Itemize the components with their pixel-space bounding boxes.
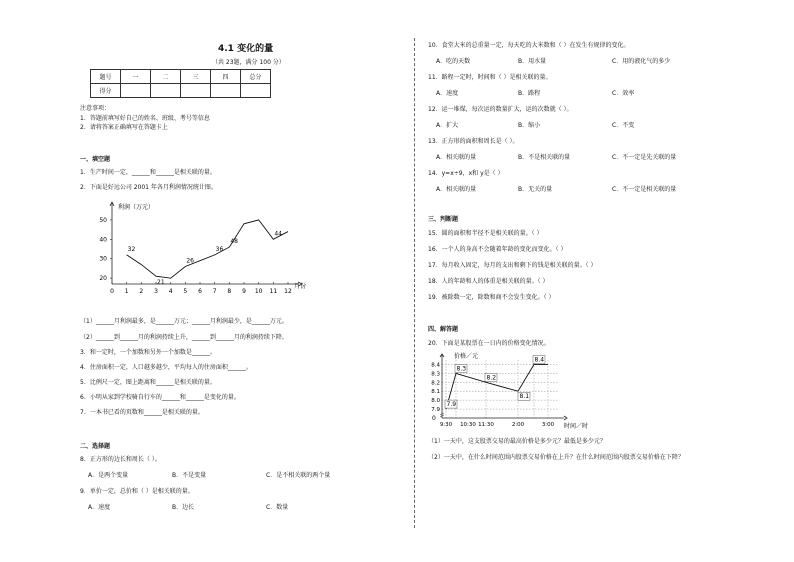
- score-row-header: [91, 70, 271, 84]
- point-label-box: [533, 355, 545, 363]
- question-19: 19．被除数一定，除数和商不会发生变化。（ ）: [428, 294, 555, 301]
- option: A．吃的天数: [436, 58, 471, 65]
- question-1: 1．生产时间一定，______和______是相关联的量。: [80, 169, 216, 176]
- option: C．不一定是相关联的量: [612, 186, 677, 193]
- point-label: 48: [230, 238, 238, 246]
- question-2-part-2: （2）______到______月的利润持续上升，______到______月的利润持续下降。: [80, 334, 288, 341]
- point-label: 44: [274, 230, 282, 238]
- question-11: 11．路程一定时，时间和（ ）是相关联的量。: [428, 74, 552, 81]
- score-table: [90, 69, 271, 98]
- score-cell: [241, 84, 271, 98]
- score-cell: 二: [151, 70, 181, 84]
- score-cell: [211, 84, 241, 98]
- origin-label: 0: [432, 415, 436, 422]
- x-tick-label: 2: [139, 288, 144, 295]
- option: C．不变: [612, 122, 635, 129]
- score-cell: [151, 84, 181, 98]
- y-ticks: [431, 362, 440, 413]
- section-heading: 二、选择题: [80, 443, 111, 450]
- y-tick-label: 8.1: [431, 389, 440, 396]
- point-label: 8.4: [534, 356, 545, 364]
- option: C．数量: [266, 504, 289, 511]
- x-ticks: [440, 422, 555, 428]
- question-18: 18．人的年龄和人的体重是相关联的量。（ ）: [428, 278, 549, 285]
- chart-axes: [110, 202, 302, 286]
- option: A．相关联的量: [436, 186, 477, 193]
- x-tick-label: 3:00: [541, 422, 555, 428]
- notice-item: 2．请将答案正确填写在答题卡上: [80, 124, 168, 131]
- y-tick-label: 20: [99, 275, 107, 283]
- score-cell: 得分: [91, 84, 121, 98]
- x-tick-label: 4: [168, 288, 173, 295]
- score-cell: [121, 84, 151, 98]
- x-tick-label: 9: [242, 288, 246, 295]
- score-cell: 总分: [241, 70, 271, 84]
- point-label: 26: [186, 257, 194, 265]
- score-cell: 题号: [91, 70, 121, 84]
- question-15: 15．圆的面积和半径不是相关联的量。（ ）: [428, 230, 543, 237]
- option: A．速度: [88, 504, 111, 511]
- y-tick-label: 8.0: [431, 398, 440, 405]
- section-heading: 三、判断题: [428, 216, 459, 223]
- x-tick-label: 10:30: [460, 422, 476, 428]
- page-title: 4.1 变化的量: [218, 44, 274, 54]
- question-8: 8．正方形的边长和周长（ ）。: [80, 456, 161, 463]
- option: A．相关联的量: [436, 154, 477, 161]
- y-tick-label: 50: [99, 216, 107, 224]
- score-row-score: [91, 84, 271, 98]
- x-tick-label: 9:30: [439, 422, 453, 428]
- y-ticks: [99, 217, 112, 282]
- x-tick-label: 7: [212, 288, 217, 295]
- x-tick-label: 1: [124, 288, 129, 295]
- stock-price-chart: [424, 350, 594, 432]
- question-10: 10．食堂大米的总重量一定，每天吃的大米数和（ ）在发生有规律的变化。: [428, 42, 630, 49]
- point-label: 8.3: [456, 365, 467, 373]
- question-9: 9．单价一定，总价和（ ）是相关联的量。: [80, 488, 194, 495]
- x-axis-label: 月份: [294, 283, 307, 290]
- x-axis-label: 时间／时: [564, 423, 589, 430]
- notice-heading: 注意事项：: [80, 105, 111, 112]
- option: B．边长: [172, 504, 195, 511]
- x-tick-label: 2:00: [511, 422, 525, 428]
- question-5: 5．比例尺一定，图上距离和______是相关联的量。: [80, 379, 216, 386]
- option: B．路程: [518, 90, 541, 97]
- option: A．速度: [436, 90, 459, 97]
- x-axis-arrow: [564, 416, 567, 420]
- question-6: 6．小明从家到学校骑自行车的______和______是变化的量。: [80, 394, 240, 401]
- y-tick-label: 7.9: [431, 407, 440, 414]
- profit-line-chart: [86, 196, 308, 308]
- point-label-box: [518, 392, 530, 400]
- x-tick-label: 0: [110, 288, 114, 295]
- question-2: 2．下面是好远公司 2001 年各月利润情况统计图。: [80, 184, 217, 191]
- point-label: 8.2: [486, 374, 497, 382]
- option: B．不是相关联的量: [518, 154, 571, 161]
- y-axis-label: 利润（万元）: [118, 204, 155, 211]
- x-tick-label: 6: [198, 288, 202, 295]
- x-tick-label: 12: [284, 288, 292, 295]
- question-20-part-2: （2）一天中，在什么时间范围内股票交易价格在上升？在什么时间范围内股票交易价格在下降？: [428, 454, 684, 461]
- question-14: 14．y=x÷9，x和 y是（ ）: [428, 170, 504, 177]
- x-tick-label: 5: [183, 288, 188, 295]
- question-13: 13．正方形的面积和周长是（ ）。: [428, 138, 519, 145]
- point-label: 8.1: [519, 393, 530, 401]
- x-tick-label: 10: [254, 288, 263, 295]
- point-label: 32: [127, 245, 136, 253]
- y-tick-label: 30: [99, 255, 107, 263]
- score-cell: 三: [181, 70, 211, 84]
- point-label: 21: [157, 279, 165, 287]
- option: B．不是变量: [172, 472, 207, 479]
- question-17: 17．每月收入固定，每月的支出和剩下的钱是相关联的量。（ ）: [428, 262, 597, 269]
- question-20-part-1: （1）一天中，这支股票交易的最高价格是多少元？最低是多少元？: [428, 438, 606, 445]
- question-2-part-1: （1）______月利润最多，是______万元；______月利润最少，是______万元。: [80, 318, 288, 325]
- option: B．用水量: [518, 58, 547, 65]
- option: A．是两个变量: [88, 472, 129, 479]
- y-tick-label: 40: [99, 236, 107, 244]
- x-tick-label: 11:30: [478, 422, 494, 428]
- option: B．无关的量: [518, 186, 553, 193]
- column-divider: [414, 38, 416, 528]
- x-tick-label: 8: [227, 288, 232, 295]
- question-4: 4．住房面积一定，人口越多越少，平均每人的住房面积______。: [80, 364, 252, 371]
- point-label-box: [455, 364, 467, 372]
- section-heading: 四、解答题: [428, 326, 459, 333]
- question-7: 7．一本书已看的页数和______是相关联的量。: [80, 409, 204, 416]
- option: B．缩小: [518, 122, 541, 129]
- option: C．不一定是先关联的量: [612, 154, 677, 161]
- score-cell: [181, 84, 211, 98]
- data-line: [127, 220, 288, 278]
- score-cell: 一: [121, 70, 151, 84]
- option: C．效率: [612, 90, 635, 97]
- section-heading: 一、填空题: [80, 156, 111, 163]
- score-cell: 四: [211, 70, 241, 84]
- question-3: 3．和一定时，一个加数和另外一个加数是______。: [80, 349, 216, 356]
- question-16: 16．一个人的身高不会随着年龄的变化而变化。（ ）: [428, 246, 567, 253]
- point-label-box: [445, 400, 457, 408]
- option: C．是不相关联的两个量: [266, 472, 331, 479]
- y-tick-label: 8.2: [431, 380, 440, 387]
- option: A．扩大: [436, 122, 459, 129]
- profit-series-line: [127, 220, 288, 278]
- question-20: 20．下面是某股票在一日内的价格变化情况。: [428, 340, 550, 347]
- point-label: 7.9: [446, 401, 457, 409]
- y-tick-label: 8.3: [431, 371, 440, 378]
- question-12: 12．运一堆煤，每次运的数量扩大，运的次数就（ ）。: [428, 106, 573, 113]
- point-label: 36: [215, 245, 224, 253]
- y-axis-label: 价格／元: [454, 353, 479, 360]
- x-tick-label: 11: [269, 288, 278, 295]
- notice-item: 1．答题前填写好自己的姓名、班级、考号等信息: [80, 115, 210, 122]
- page-subtitle: （共 23题，满分 100 分）: [212, 59, 285, 66]
- option: C．用的液化气的多少: [612, 58, 671, 65]
- y-tick-label: 8.4: [431, 362, 440, 369]
- x-tick-label: 3: [154, 288, 158, 295]
- point-label-box: [485, 373, 497, 381]
